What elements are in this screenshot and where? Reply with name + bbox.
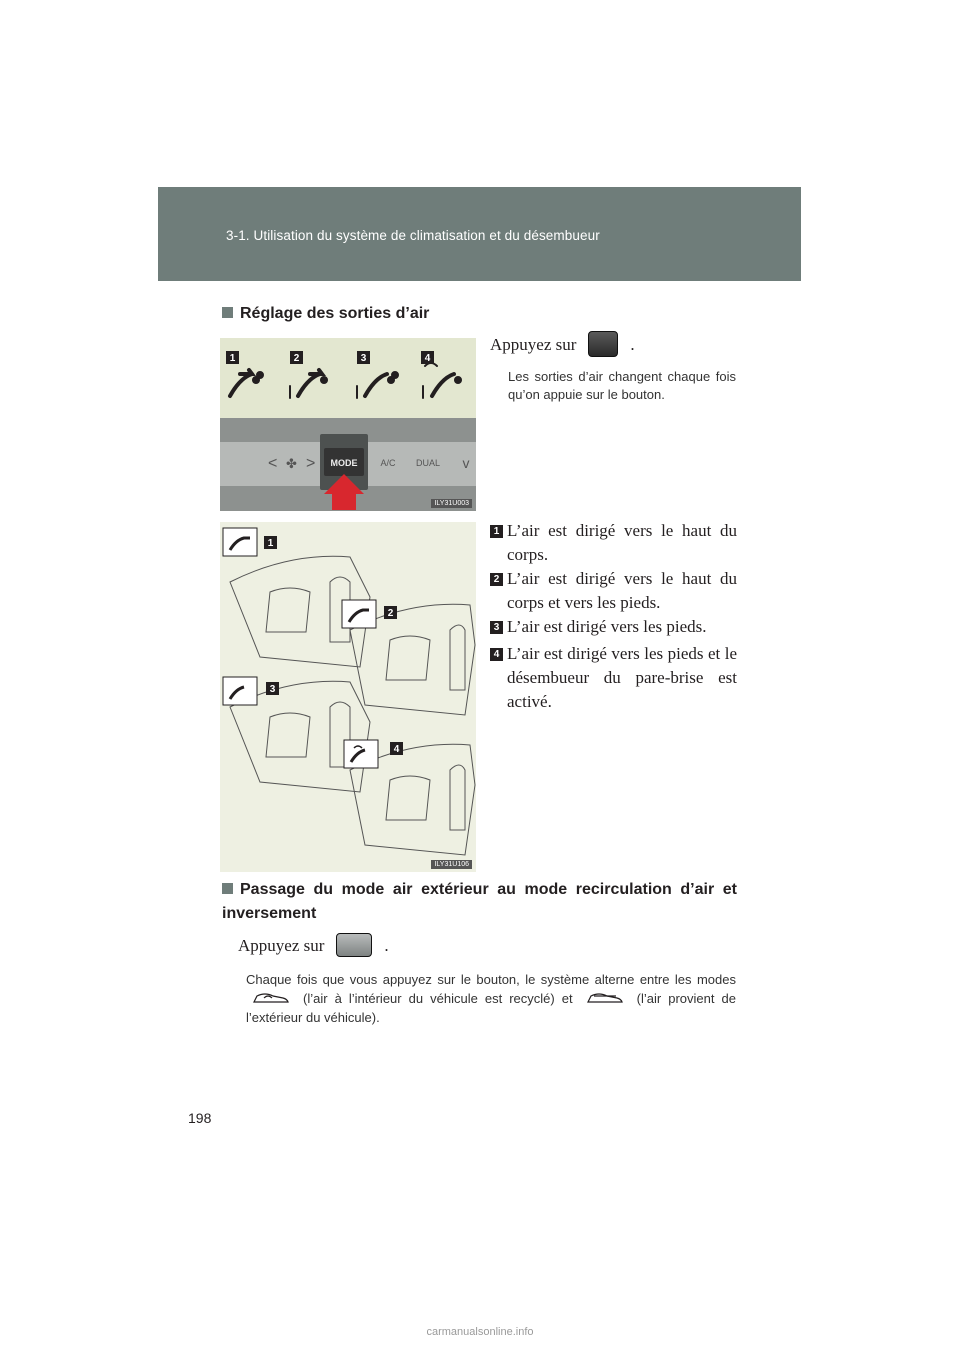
cabin-callout-4 [390,742,403,755]
mode-item-2-number: 2 [490,573,503,586]
cabin-icon-box-2 [342,600,376,628]
press-recirc-instruction: Appuyez sur . [238,934,389,959]
fan-decrease-icon: < [268,455,278,472]
callout-1 [226,351,239,364]
section-title-air-outlets: Réglage des sorties d’air [222,305,429,323]
mode-item-4-number: 4 [490,648,503,661]
fan-increase-icon: > [306,455,316,472]
cabin-icon-box-3 [223,677,257,705]
cabin-callout-3 [266,682,279,695]
cabin-icon-box-1 [223,528,257,556]
mode-panel-illustration [220,338,476,511]
page-number: 198 [188,1110,212,1126]
press-mode-instruction: Appuyez sur . [490,333,635,359]
callout-1-label: 1 [229,353,236,364]
figure-mode-panel [220,338,476,511]
fan-icon: ✤ [286,457,297,472]
mode-item-1-number: 1 [490,525,503,538]
recirculated-air-car-icon [252,991,290,1005]
mode-item-2: 2 L’air est dirigé vers le haut du corps et vers les pieds. [507,567,737,615]
ac-button-label: A/C [380,458,396,468]
cabin-callout-1-label: 1 [267,538,274,549]
chapter-section-title: 3-1. Utilisation du système de climatisation et du désembueur [226,228,600,243]
mode-button-icon [588,331,618,357]
callout-4-label: 4 [424,353,431,364]
chevron-down-icon: v [462,455,470,471]
cabin-callout-4-label: 4 [393,744,400,755]
mode-item-3-number: 3 [490,621,503,634]
mode-item-3: 3 L’air est dirigé vers les pieds. [507,615,737,639]
figure-cabin-airflow [220,522,476,872]
cabin-callout-2-label: 2 [387,608,394,619]
fresh-air-car-icon [586,991,624,1005]
section-title-recirculation: Passage du mode air extérieur au mode recirculation d’air et inversement [222,881,737,922]
mode-button-label: MODE [330,458,358,468]
mode-item-4: 4 L’air est dirigé vers les pieds et le désembueur du pare-brise est activé. [507,642,737,714]
callout-2-label: 2 [293,353,300,364]
watermark: carmanualsonline.info [426,1326,534,1338]
dual-button-label: DUAL [415,458,441,468]
section-bullet-icon [222,307,233,318]
callout-3-label: 3 [360,353,367,364]
cabin-callout-3-label: 3 [269,684,276,695]
figure-code-2: ILY31U106 [431,860,472,869]
cabin-airflow-illustration [220,522,476,872]
cabin-callout-1 [264,536,277,549]
figure-code-1: ILY31U003 [431,499,472,508]
mode-note: Les sorties d’air changent chaque fois qu’on appuie sur le bouton. [508,369,736,402]
cabin-callout-2 [384,606,397,619]
cabin-icon-box-4 [344,740,378,768]
recirculation-button-icon [336,933,372,957]
callout-2 [290,351,303,364]
mode-item-1: 1 L’air est dirigé vers le haut du corps. [507,519,737,567]
recirculation-note: Chaque fois que vous appuyez sur le bouton, le système alterne entre les modes (l’air à l’intérieur du véhicule est recyclé) et (l’air provient de l’extérieur du véhicule). [246,972,736,1025]
callout-3 [357,351,370,364]
section-bullet-icon [222,883,233,894]
